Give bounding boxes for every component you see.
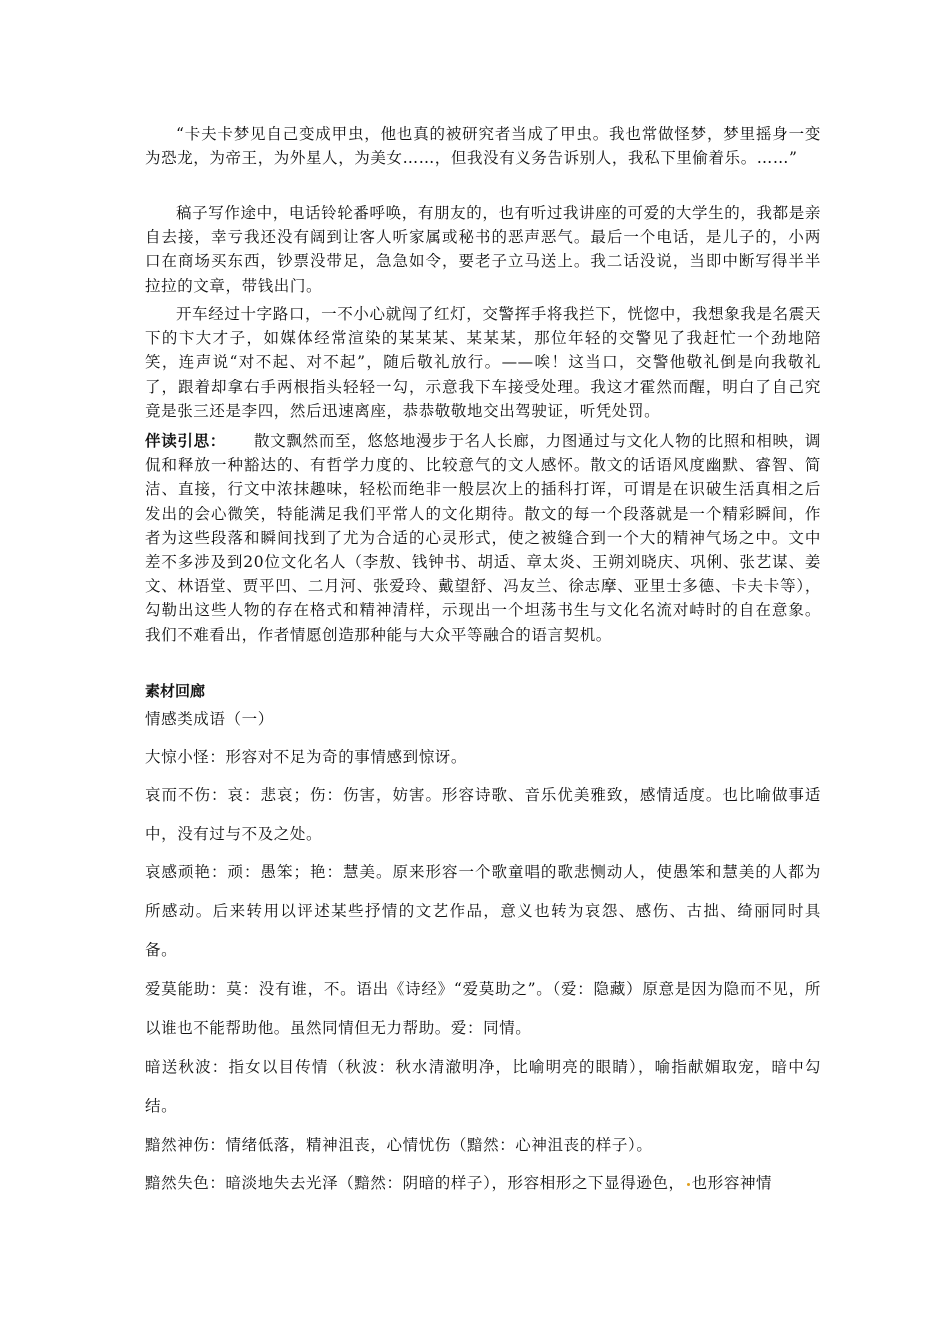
idiom-item-7	[145, 1164, 821, 1203]
idiom-item-4: 爱莫能助：莫：没有谁，不。语出《诗经》“爱莫助之”。（爱：隐藏）原意是因为隐而不见，所以谁也不能帮助他。虽然同情但无力帮助。爱：同情。	[145, 980, 821, 1037]
guide-label: 伴读引思：	[145, 432, 227, 450]
highlight-dot-mark	[687, 1183, 690, 1186]
guide-paragraph	[145, 429, 821, 647]
essay-paragraph-1: “卡夫卡梦见自己变成甲虫，他也真的被研究者当成了甲虫。我也常做怪梦，梦里摇身一变为恐龙，为帝王，为外星人，为美女……，但我没有义务告诉别人，我私下里偷着乐。……”	[145, 125, 821, 168]
idiom-item-2: 哀而不伤：哀：悲哀；伤：伤害，妨害。形容诗歌、音乐优美雅致，感情适度。也比喻做事适中，没有过与不及之处。	[145, 786, 821, 843]
idiom-item-1: 大惊小怪：形容对不足为奇的事情感到惊讶。	[145, 748, 468, 766]
essay-paragraph-2: 稿子写作途中，电话铃轮番呼唤，有朋友的，也有听过我讲座的可爱的大学生的，我都是亲自去接，幸亏我还没有阔到让客人听家属或秘书的恶声恶气。最后一个电话，是儿子的，小两口在商场买东西，钞票没带足，急急如令，要老子立马送上。我二话没说，当即中断写得半半拉拉的文章，带钱出门。	[145, 204, 821, 295]
essay-paragraph-3: 开车经过十字路口，一不小心就闯了红灯，交警挥手将我拦下，恍惚中，我想象我是名震天下的卞大才子，如媒体经常渲染的某某某、某某某，那位年轻的交警见了我赶忙一个劲地陪笑，连声说“对不起、对不起”，随后敬礼放行。——唉！这当口，交警他敬礼倒是向我敬礼了，跟着却拿右手两根指头轻轻一勾，示意我下车接受处理。我这才霍然而醒，明白了自己究竟是张三还是李四，然后迅速离座，恭恭敬敬地交出驾驶证，听凭处罚。	[145, 305, 821, 420]
material-heading: 素材回廊	[145, 682, 206, 700]
material-subheading: 情感类成语（一）	[145, 710, 274, 728]
idiom-item-5: 暗送秋波：指女以目传情（秋波：秋水清澈明净，比喻明亮的眼睛），喻指献媚取宠，暗中勾结。	[145, 1058, 821, 1115]
idiom-item-7-text: 黯然失色：暗淡地失去光泽（黯然：阴暗的样子），形容相形之下显得逊色，	[145, 1174, 685, 1192]
guide-text: 散文飘然而至，悠悠地漫步于名人长廊，力图通过与文化人物的比照和相映，调侃和释放一种豁达的、有哲学力度的、比较意气的文人感怀。散文的话语风度幽默、睿智、简洁、直接，行文中浓抹趣味，轻松而绝非一般层次上的插科打诨，可谓是在识破生活真相之后发出的会心微笑，特能满足我们平常人的文化期待。散文的每一个段落就是一个精彩瞬间，作者为这些段落和瞬间找到了尤为合适的心灵形式，使之被缝合到一个大的精神气场之中。文中差不多涉及到20位文化名人（李敖、钱钟书、胡适、章太炎、王朔刘晓庆、巩俐、张艺谋、姜文、林语堂、贾平凹、二月河、张爱玲、戴望舒、冯友兰、徐志摩、亚里士多德、卡夫卡等），勾勒出这些人物的存在格式和精神清样，示现出一个坦荡书生与文化名流对峙时的自在意象。我们不难看出，作者情愿创造那种能与大众平等融合的语言契机。	[145, 432, 821, 644]
idiom-item-7-tail: 也形容神情	[691, 1174, 773, 1192]
idiom-item-6: 黯然神伤：情绪低落，精神沮丧，心情忧伤（黯然：心神沮丧的样子）。	[145, 1136, 653, 1154]
idiom-item-3: 哀感顽艳：顽：愚笨；艳：慧美。原来形容一个歌童唱的歌悲恻动人，使愚笨和慧美的人都为所感动。后来转用以评述某些抒情的文艺作品，意义也转为哀怨、感伤、古拙、绮丽同时具备。	[145, 863, 821, 959]
